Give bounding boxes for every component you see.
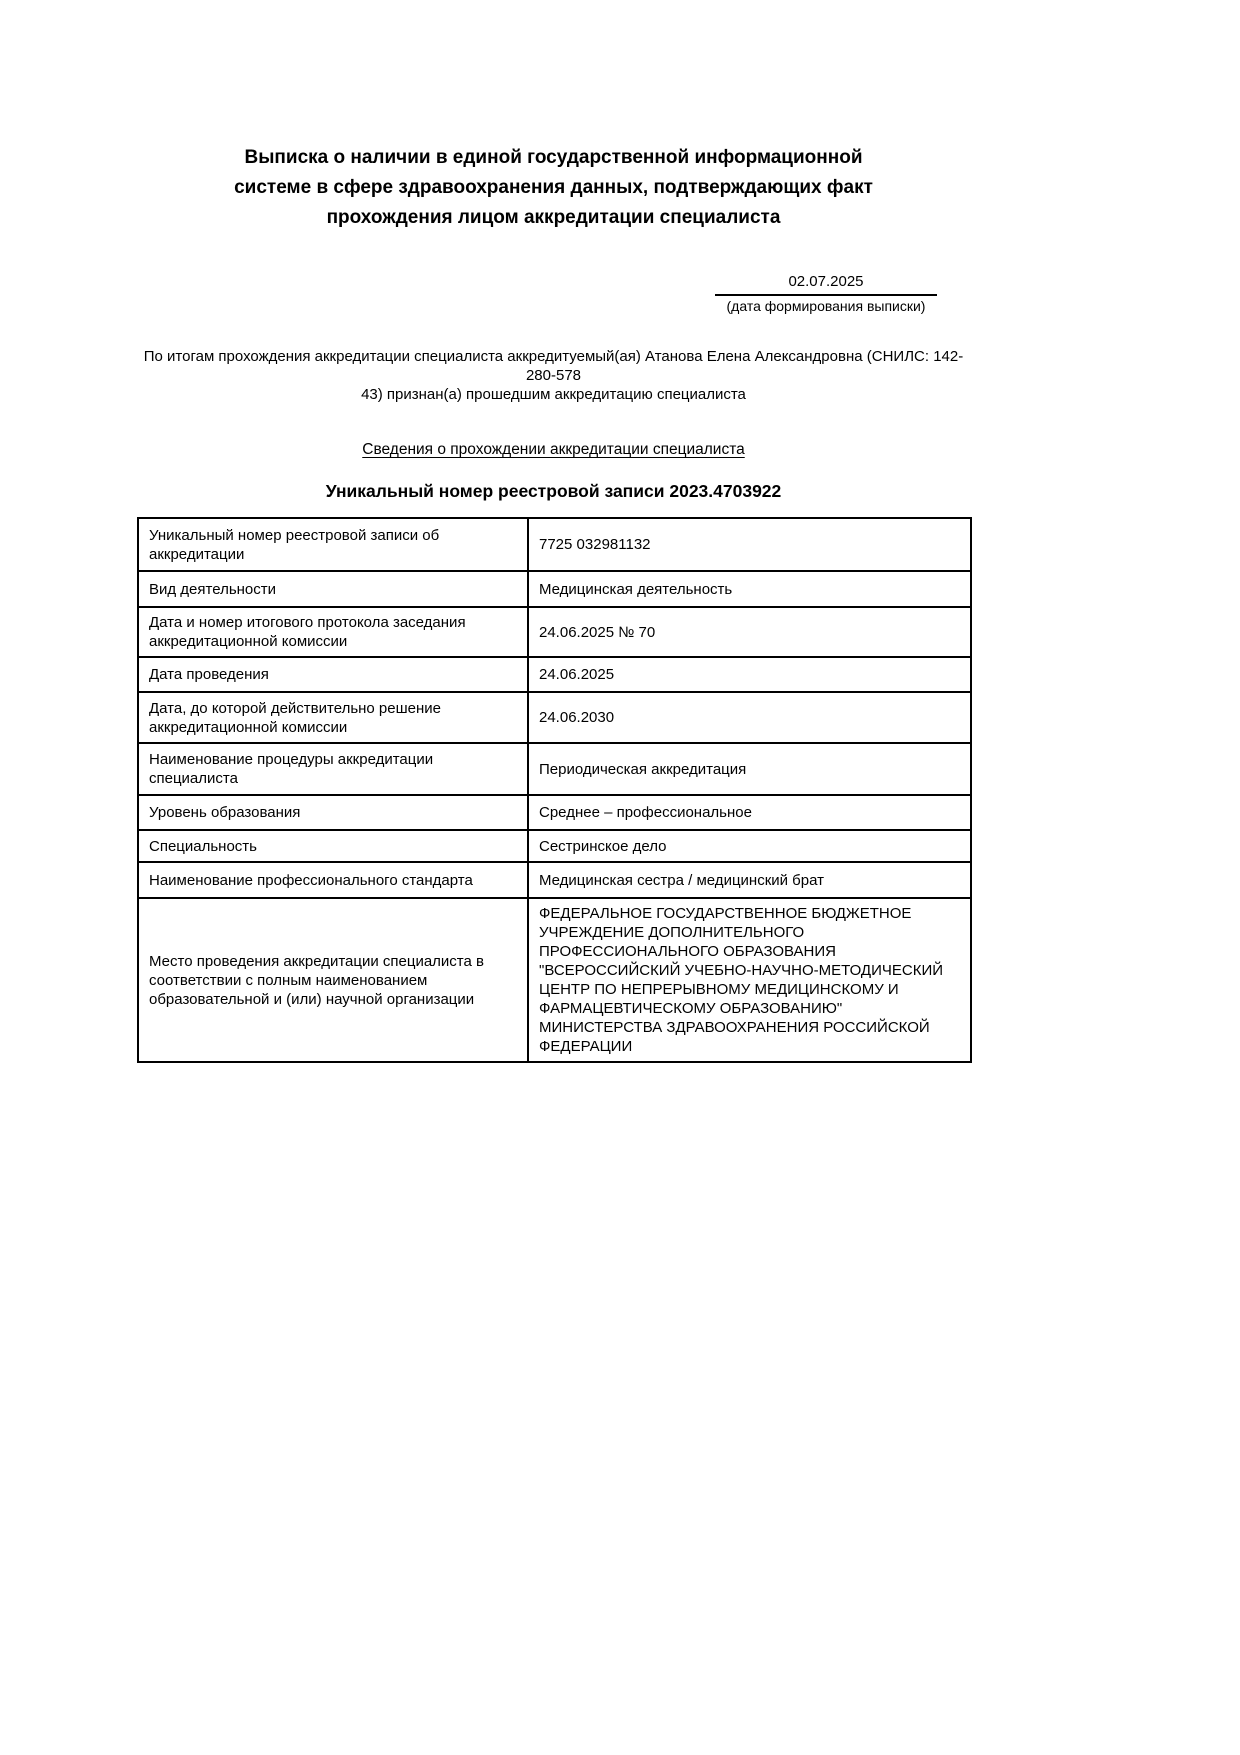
generation-date: 02.07.2025 bbox=[715, 273, 937, 296]
document-title bbox=[137, 0, 970, 233]
row-value-activity-type: Медицинская деятельность bbox=[528, 571, 971, 607]
table-row bbox=[138, 571, 971, 607]
row-label-valid-until: Дата, до которой действительно решение аккредитационной комиссии bbox=[138, 692, 528, 743]
row-label-specialty: Специальность bbox=[138, 830, 528, 862]
generation-date-block bbox=[715, 273, 937, 314]
row-value-protocol: 24.06.2025 № 70 bbox=[528, 607, 971, 657]
table-row bbox=[138, 862, 971, 898]
row-value-specialty: Сестринское дело bbox=[528, 830, 971, 862]
document-title-line-1: Выписка о наличии в единой государственной информационной bbox=[244, 147, 863, 168]
row-label-registry-number: Уникальный номер реестровой записи об аккредитации bbox=[138, 518, 528, 571]
intro-line-1: По итогам прохождения аккредитации специалиста аккредитуемый(ая) Атанова Елена Александровна (СНИЛС: 142-280-578 bbox=[143, 348, 964, 384]
table-row bbox=[138, 830, 971, 862]
row-value-valid-until: 24.06.2030 bbox=[528, 692, 971, 743]
table-row bbox=[138, 898, 971, 1062]
row-label-protocol: Дата и номер итогового протокола заседания аккредитационной комиссии bbox=[138, 607, 528, 657]
row-label-professional-standard: Наименование профессионального стандарта bbox=[138, 862, 528, 898]
document-content bbox=[137, 0, 970, 1063]
row-value-education-level: Среднее – профессиональное bbox=[528, 795, 971, 830]
row-value-conduct-date: 24.06.2025 bbox=[528, 657, 971, 692]
row-label-accreditation-place: Место проведения аккредитации специалиста в соответствии с полным наименованием образовательной и (или) научной организации bbox=[138, 898, 528, 1062]
intro-line-2: 43) признан(а) прошедшим аккредитацию специалиста bbox=[361, 386, 746, 403]
table-row bbox=[138, 743, 971, 795]
generation-date-caption: (дата формирования выписки) bbox=[726, 298, 926, 314]
section-heading: Сведения о прохождении аккредитации специалиста bbox=[362, 441, 745, 458]
row-label-procedure-name: Наименование процедуры аккредитации специалиста bbox=[138, 743, 528, 795]
document-title-line-2: системе в сфере здравоохранения данных, подтверждающих факт bbox=[234, 177, 873, 198]
table-row bbox=[138, 657, 971, 692]
row-value-procedure-name: Периодическая аккредитация bbox=[528, 743, 971, 795]
table-row bbox=[138, 607, 971, 657]
table-row bbox=[138, 692, 971, 743]
row-value-accreditation-place: ФЕДЕРАЛЬНОЕ ГОСУДАРСТВЕННОЕ БЮДЖЕТНОЕ УЧРЕЖДЕНИЕ ДОПОЛНИТЕЛЬНОГО ПРОФЕССИОНАЛЬНОГО ОБРАЗОВАНИЯ "ВСЕРОССИЙСКИЙ УЧЕБНО-НАУЧНО-МЕТОДИЧЕСКИЙ ЦЕНТР ПО НЕПРЕРЫВНОМУ МЕДИЦИНСКОМУ И ФАРМАЦЕВТИЧЕСКОМУ ОБРАЗОВАНИЮ" МИНИСТЕРСТВА ЗДРАВООХРАНЕНИЯ РОССИЙСКОЙ ФЕДЕРАЦИИ bbox=[528, 898, 971, 1062]
row-value-professional-standard: Медицинская сестра / медицинский брат bbox=[528, 862, 971, 898]
registry-record-heading: Уникальный номер реестровой записи 2023.4703922 bbox=[325, 481, 782, 501]
row-value-registry-number: 7725 032981132 bbox=[528, 518, 971, 571]
accreditation-table bbox=[137, 517, 972, 1063]
table-row bbox=[138, 518, 971, 571]
row-label-conduct-date: Дата проведения bbox=[138, 657, 528, 692]
row-label-education-level: Уровень образования bbox=[138, 795, 528, 830]
intro-paragraph bbox=[137, 347, 970, 404]
row-label-activity-type: Вид деятельности bbox=[138, 571, 528, 607]
document-title-line-3: прохождения лицом аккредитации специалиста bbox=[326, 207, 781, 228]
table-row bbox=[138, 795, 971, 830]
